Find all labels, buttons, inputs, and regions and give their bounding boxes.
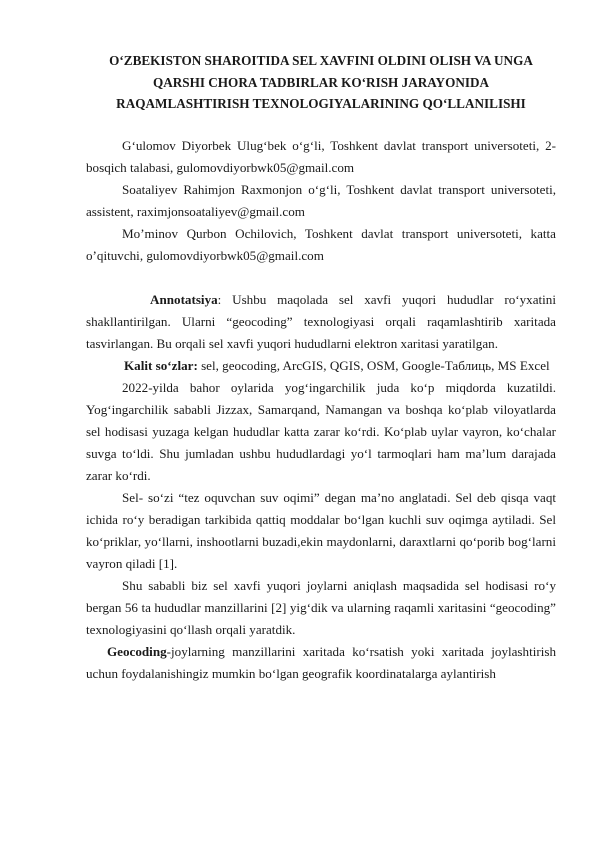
paper-title <box>86 50 556 115</box>
paper-page <box>86 50 556 685</box>
title-line: QARSHI CHORA TADBIRLAR KO‘RISH JARAYONIDA <box>152 74 490 90</box>
body-paragraph: Shu sababli biz sel xavfi yuqori joylarni aniqlash maqsadida sel hodisasi ro‘y bergan 56 ta hududlar manzillarini [2] yig‘dik va ularning raqamli xaritasini “geocoding” texnologiyasini qo‘llash orqali yaratdik. <box>86 577 556 637</box>
keywords <box>86 355 556 377</box>
title-line: RAQAMLASHTIRISH TEXNOLOGIYALARINING QO‘LLANILISHI <box>116 96 526 111</box>
author-entry: G‘ulomov Diyorbek Ulug‘bek o‘g‘li, Toshkent davlat transport universoteti, 2-bosqich talabasi, gulomovdiyorbwk05@gmail.com <box>86 137 556 175</box>
geocoding-term: Geocoding <box>107 643 167 659</box>
keywords-text: sel, geocoding, ArcGIS, QGIS, OSM, Google-Таблиць, MS Excel <box>197 357 550 373</box>
abstract <box>86 289 556 355</box>
title-line: O‘ZBEKISTON SHAROITIDA SEL XAVFINI OLDINI OLISH VA UNGA <box>109 53 533 68</box>
author-entry: Soataliyev Rahimjon Raxmonjon o‘g‘li, Toshkent davlat transport universoteti, assistent, raximjonsoataliyev@gmail.com <box>86 181 556 219</box>
abstract-text: : Ushbu maqolada sel xavfi yuqori hududlar ro‘yxatini shakllantirilgan. Ularni “geocoding” texnologiyasi orqali raqamlashtirib xaritada tasvirlangan. Bu orqali sel xavfi yuqori hududlarni elektron xaritasi yaratilgan. <box>86 291 556 351</box>
geocoding-text: -joylarning manzillarini xaritada ko‘rsatish yoki xaritada joylashtirish uchun foydalanishingiz mumkin bo‘lgan geografik koordinatalarga aylantirish <box>86 643 556 681</box>
authors-block <box>86 135 556 267</box>
author-entry: Mo’minov Qurbon Ochilovich, Toshkent davlat transport universoteti, katta o’qituvchi, gulomovdiyorbwk05@gmail.com <box>86 225 556 263</box>
body-paragraph: Sel- so‘zi “tez oquvchan suv oqimi” degan ma’no anglatadi. Sel deb qisqa vaqt ichida ro‘y beradigan tarkibida qattiq moddalar bo‘lgan kuchli suv oqimga aytiladi. Sel ko‘priklar, yo‘llarni, inshootlarni buzadi,ekin maydonlarni, daraxtlarni qo‘porib bog‘larni vayron qiladi [1]. <box>86 489 556 571</box>
body-paragraph: 2022-yilda bahor oylarida yog‘ingarchilik juda ko‘p miqdorda kuzatildi. Yog‘ingarchilik sababli Jizzax, Samarqand, Namangan va boshqa ko‘plab viloyatlarda sel hodisasi yuzaga kelgan hududlar katta zarar ko‘rdi. Ko‘plab uylar vayron, ko‘chalar suvga to‘ldi. Shu jumladan ushbu hududlardagi yo‘l tarmoqlari ham ma’lum darajada zarar ko‘rdi. <box>86 379 556 483</box>
keywords-label: Kalit so‘zlar: <box>124 357 198 373</box>
geocoding-paragraph <box>86 641 556 685</box>
abstract-label: Annotatsiya <box>150 291 218 307</box>
